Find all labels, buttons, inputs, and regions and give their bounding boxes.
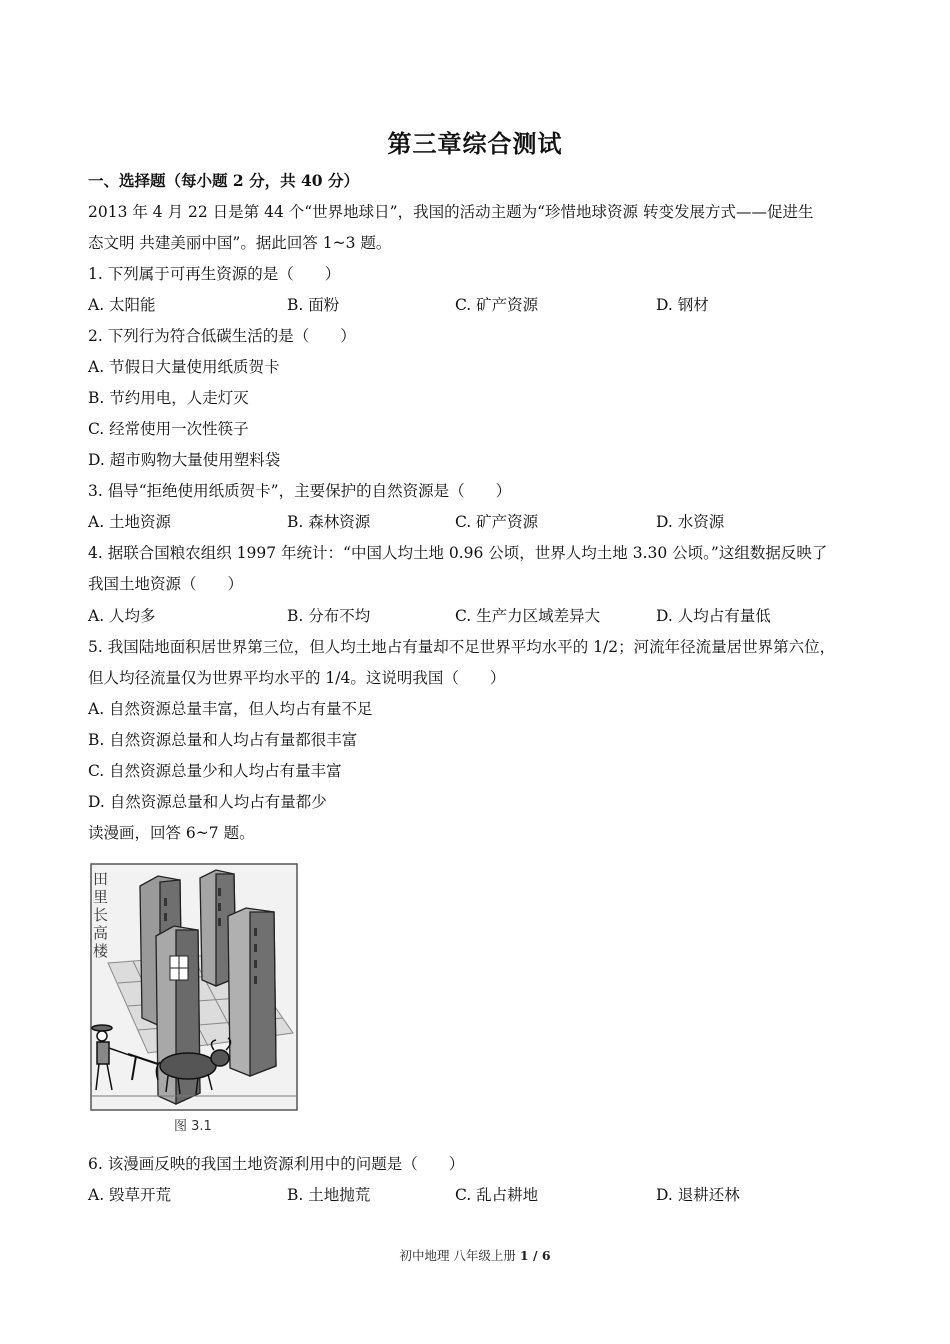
- question-3-option-c: C. 矿产资源: [455, 513, 539, 531]
- question-5-option-b: B. 自然资源总量和人均占有量都很丰富: [88, 731, 358, 749]
- question-5-stem-line-1: 5. 我国陆地面积居世界第三位，但人均土地占有量却不足世界平均水平的 1/2；河流年径流量居世界第六位，: [88, 638, 836, 656]
- question-4-option-b: B. 分布不均: [287, 607, 371, 625]
- question-1-option-d: D. 钢材: [656, 296, 709, 314]
- cartoon-illustration: [88, 858, 302, 1140]
- question-1-option-c: C. 矿产资源: [455, 296, 539, 314]
- intro-line-2: 态文明 共建美丽中国”。据此回答 1~3 题。: [88, 234, 392, 252]
- cartoon-vertical-caption: [93, 870, 109, 960]
- question-4-option-d: D. 人均占有量低: [656, 607, 771, 625]
- question-3-option-a: A. 土地资源: [88, 513, 172, 531]
- question-4-option-c: C. 生产力区域差异大: [455, 607, 601, 625]
- intro-line-1: 2013 年 4 月 22 日是第 44 个“世界地球日”，我国的活动主题为“珍惜地球资源 转变发展方式——促进生: [88, 203, 814, 221]
- question-1-option-a: A. 太阳能: [88, 296, 156, 314]
- question-2-option-c: C. 经常使用一次性筷子: [88, 420, 249, 438]
- question-4-stem-line-1: 4. 据联合国粮农组织 1997 年统计：“中国人均土地 0.96 公顷，世界人均土地 3.30 公顷。”这组数据反映了: [88, 544, 828, 562]
- question-4-stem-line-2: 我国土地资源（ ）: [88, 575, 244, 593]
- figure-label: 图 3.1: [174, 1119, 212, 1134]
- question-2-option-b: B. 节约用电，人走灯灭: [88, 389, 249, 407]
- question-6-stem: 6. 该漫画反映的我国土地资源利用中的问题是（ ）: [88, 1155, 465, 1173]
- page-footer: [0, 1246, 950, 1264]
- question-5-option-d: D. 自然资源总量和人均占有量都少: [88, 793, 327, 811]
- question-2-stem: 2. 下列行为符合低碳生活的是（ ）: [88, 327, 356, 345]
- question-2-option-a: A. 节假日大量使用纸质贺卡: [88, 358, 280, 376]
- question-3-option-b: B. 森林资源: [287, 513, 371, 531]
- footer-page-number: 1 / 6: [519, 1248, 551, 1263]
- question-6-option-b: B. 土地抛荒: [287, 1186, 371, 1204]
- caption-char-4: 高: [93, 924, 109, 942]
- question-6-option-a: A. 毁草开荒: [88, 1186, 172, 1204]
- caption-char-5: 楼: [93, 942, 109, 960]
- question-6-option-c: C. 乱占耕地: [455, 1186, 539, 1204]
- question-1-option-b: B. 面粉: [287, 296, 340, 314]
- section-heading: 一、选择题（每小题 2 分，共 40 分）: [88, 171, 359, 190]
- footer-text: 初中地理 八年级上册: [399, 1248, 520, 1263]
- caption-char-2: 里: [93, 888, 109, 906]
- cartoon-intro: 读漫画，回答 6~7 题。: [88, 824, 255, 842]
- question-1-stem: 1. 下列属于可再生资源的是（ ）: [88, 265, 341, 283]
- page-title: 第三章综合测试: [387, 129, 563, 158]
- caption-char-1: 田: [93, 870, 109, 888]
- cartoon-figure: [88, 858, 302, 1140]
- question-5-stem-line-2: 但人均径流量仅为世界平均水平的 1/4。这说明我国（ ）: [88, 669, 506, 687]
- question-6-option-d: D. 退耕还林: [656, 1186, 740, 1204]
- question-3-stem: 3. 倡导“拒绝使用纸质贺卡”，主要保护的自然资源是（ ）: [88, 482, 512, 500]
- question-4-option-a: A. 人均多: [88, 607, 156, 625]
- question-5-option-a: A. 自然资源总量丰富，但人均占有量不足: [88, 700, 373, 718]
- caption-char-3: 长: [93, 906, 109, 924]
- building-windows: [170, 956, 188, 980]
- question-3-option-d: D. 水资源: [656, 513, 725, 531]
- question-5-option-c: C. 自然资源总量少和人均占有量丰富: [88, 762, 342, 780]
- question-2-option-d: D. 超市购物大量使用塑料袋: [88, 451, 281, 469]
